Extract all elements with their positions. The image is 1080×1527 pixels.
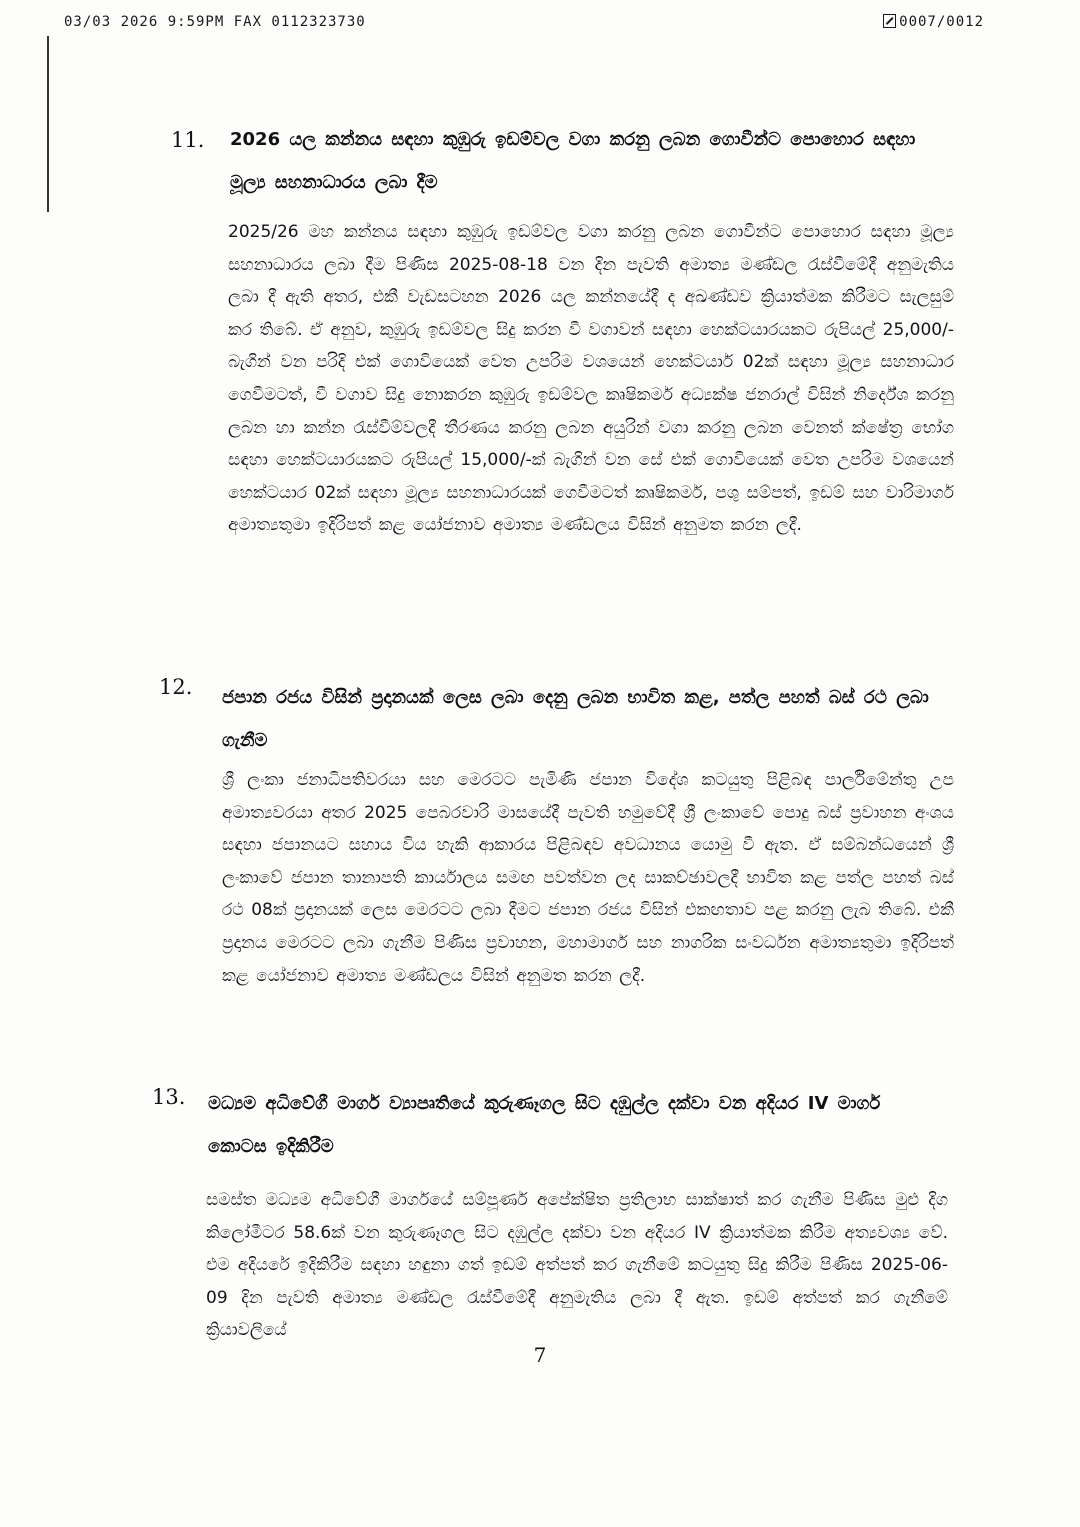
section-number: 12. [159, 675, 193, 699]
section-body: ශ්‍රී ලංකා ජනාධිපතිවරයා සහ මෙරටට පැමිණි ජපාන විදේශ කටයුතු පිළිබඳ පාර්ලිමේන්තු උප අමාත්‍යවරයා අතර 2025 පෙබරවාරි මාසයේදී පැවති හමුවේදී ශ්‍රී ලංකාවේ පොදු බස් ප්‍රවාහන අංශය සඳහා ජපානයට සහාය විය හැකි ආකාරය පිළිබඳව අවධානය යොමු වී ඇත. ඒ සම්බන්ධයෙන් ශ්‍රී ලංකාවේ ජපාන තානාපති කාර්යාලය සමඟ පවත්වන ලද සාකච්ඡාවලදී භාවිත කළ පත්ල පහත් බස් රථ 08ක් ප්‍රදානයක් ලෙස මෙරටට ලබා දීමට ජපාන රජය විසින් එකඟතාව පළ කරනු ලැබ තිබේ. එකී ප්‍රදානය මෙරටට ලබා ගැනීම පිණිස ප්‍රවාහන, මහාමාර්ග සහ නාගරික සංවර්ධන අමාත්‍යතුමා ඉදිරිපත් කළ යෝජනාව අමාත්‍ය මණ්ඩලය විසින් අනුමත කරන ලදී. [222, 770, 954, 986]
fax-transmission-info: 03/03 2026 9:59PM FAX 0112323730 [64, 14, 366, 30]
section-body: 2025/26 මහ කන්නය සඳහා කුඹුරු ඉඩම්වල වගා කරනු ලබන ගොවීන්ට පොහොර සඳහා මූල්‍ය සහනාධාරය ලබා දීම පිණිස 2025-08-18 වන දින පැවති අමාත්‍ය මණ්ඩල රැස්වීමේදී අනුමැතිය ලබා දී ඇති අතර, එකී වැඩසටහන 2026 යල කන්නයේදී ද අඛණ්ඩව ක්‍රියාත්මක කිරීමට සැලසුම් කර තිබේ. ඒ අනුව, කුඹුරු ඉඩම්වල සිදු කරන වී වගාවන් සඳහා හෙක්ටයාරයකට රුපියල් 25,000/- බැගින් වන පරිදි එක් ගොවියෙක් වෙත උපරිම වශයෙන් හෙක්ටයාර් 02ක් සඳහා මූල්‍ය සහනාධාර ගෙවීමටත්, වී වගාව සිදු නොකරන කුඹුරු ඉඩම්වල කෘෂිකර්ම අධ්‍යක්ෂ ජනරාල් විසින් නිර්දේශ කරනු ලබන හා කන්න රැස්වීම්වලදී තීරණය කරනු ලබන අයුරින් වගා කරනු ලබන වෙනත් ක්ෂේත්‍ර භෝග සඳහා හෙක්ටයාරයකට රුපියල් 15,000/-ක් බැගින් වන සේ එක් ගොවියෙක් වෙත උපරිම වශයෙන් හෙක්ටයාර 02ක් සඳහා මූල්‍ය සහනාධාරයක් ගෙවීමටත් කෘෂිකර්ම, පශු සම්පත්, ඉඩම් සහ වාරිමාර්ග අමාත්‍යතුමා ඉදිරිපත් කළ යෝජනාව අමාත්‍ය මණ්ඩලය විසින් අනුමත කරන ලදී. [228, 222, 954, 536]
margin-line [47, 36, 49, 212]
section-title: මධ්‍යම අධිවේගී මාර්ග ව්‍යාපෘතියේ කුරුණෑගල සිට දඹුල්ල දක්වා වන අදියර IV මාර්ග කොටස ඉදිකිරීම [208, 1093, 881, 1157]
section-title: ජපාන රජය විසින් ප්‍රදානයක් ලෙස ලබා දෙනු ලබන භාවිත කළ, පත්ල පහත් බස් රථ ලබා ගැනීම [222, 687, 929, 751]
section-title: 2026 යල කන්නය සඳහා කුඹුරු ඉඩම්වල වගා කරනු ලබන ගොවීන්ට පොහොර සඳහා මූල්‍ය සහනාධාරය ලබා දීම [230, 129, 916, 193]
fax-page-counter [883, 14, 984, 30]
page-number: 7 [533, 1343, 547, 1367]
fax-header [64, 14, 984, 36]
checkbox-slash-icon [883, 14, 896, 28]
section-body: සමස්ත මධ්‍යම අධිවේගී මාර්ගයේ සම්පූර්ණ අපේක්ෂිත ප්‍රතිලාභ සාක්ෂාත් කර ගැනීම පිණිස මුළු දිග කිලෝමීටර 58.6ක් වන කුරුණෑගල සිට දඹුල්ල දක්වා වන අදියර IV ක්‍රියාත්මක කිරීම අත්‍යවශ්‍ය වේ. එම අදියරේ ඉදිකිරීම සඳහා හඳුනා ගත් ඉඩම් අත්පත් කර ගැනීමේ කටයුතු සිදු කිරීම පිණිස 2025-06-09 දින පැවති අමාත්‍ය මණ්ඩල රැස්වීමේදී අනුමැතිය ලබා දී ඇත. ඉඩම් අත්පත් කර ගැනීමේ ක්‍රියාවලියේ [206, 1190, 948, 1341]
section-number: 13. [152, 1085, 186, 1109]
fax-page-count-text: 0007/0012 [899, 14, 984, 30]
section-number: 11. [171, 128, 205, 152]
